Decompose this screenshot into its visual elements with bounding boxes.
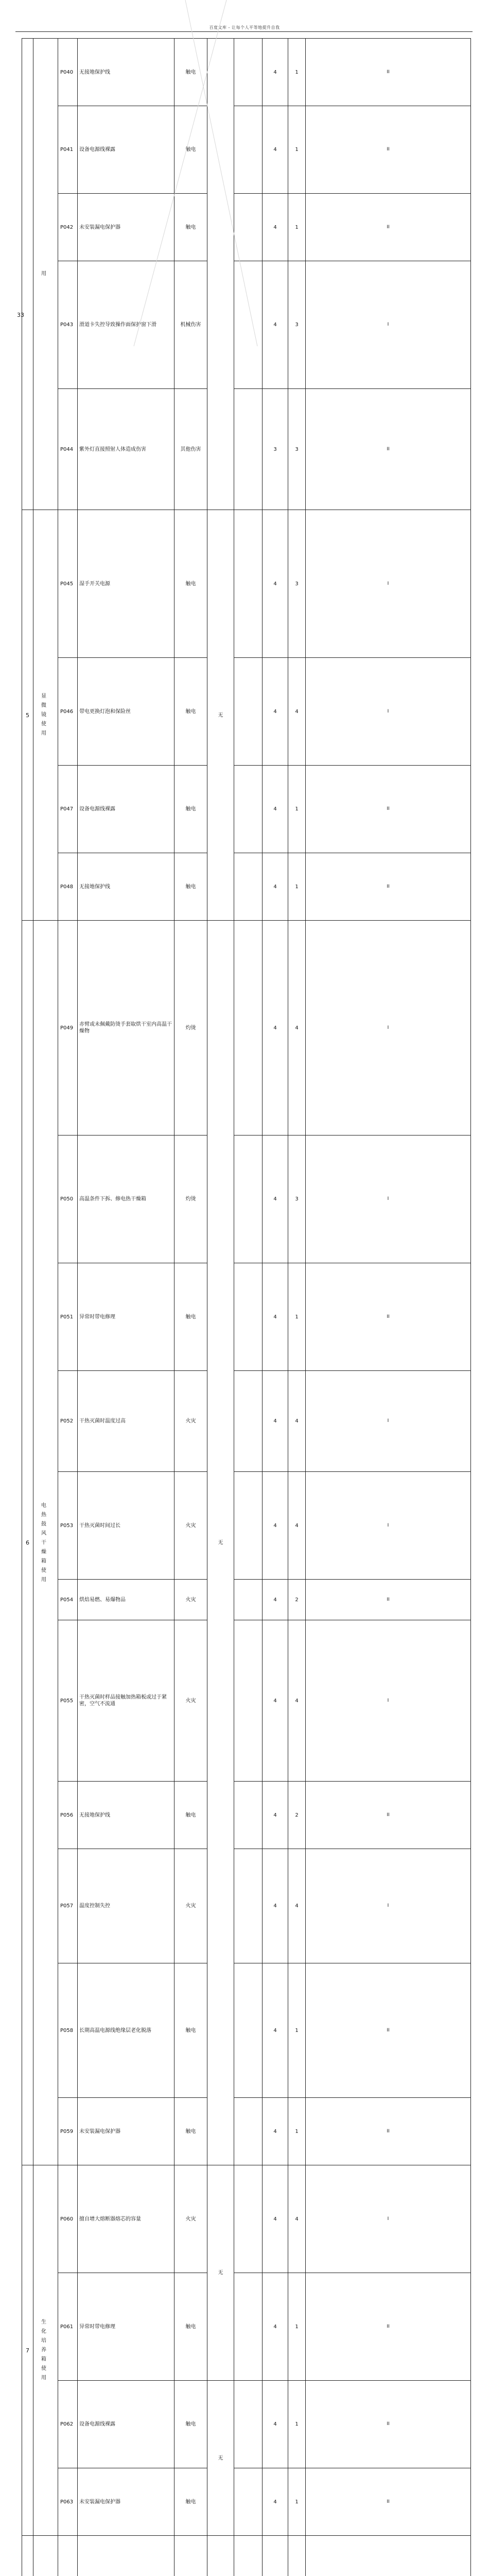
hazard-description-cell: 赤臂或未佩戴防烫手套取烘干室内高温干燥物 — [78, 921, 174, 1136]
risk-level-cell: II — [306, 2098, 471, 2165]
risk-level-cell: I — [306, 658, 471, 766]
accident-category-cell: 触电 — [174, 194, 207, 261]
group-index-cell: 5 — [22, 510, 33, 921]
hazard-code-cell: P042 — [58, 194, 78, 261]
hazard-description-cell: 滑道卡失控导致操作面保护窗下滑 — [78, 261, 174, 389]
table-row — [22, 1472, 471, 1580]
accident-category-cell: 火灾 — [174, 2165, 207, 2273]
risk-level-cell: II — [306, 389, 471, 510]
risk-level-cell: II — [306, 2381, 471, 2468]
severity-cell: 4 — [288, 1620, 306, 1782]
likelihood-cell: 4 — [263, 921, 288, 1136]
risk-level-cell: II — [306, 2273, 471, 2381]
hazard-code-cell: P040 — [58, 39, 78, 106]
spacer-cell — [234, 1371, 263, 1472]
accident-category-cell: 触电 — [174, 2381, 207, 2468]
hazard-code-cell: P045 — [58, 510, 78, 658]
likelihood-cell: 4 — [263, 766, 288, 853]
hazard-description-cell: 设备电源线裸露 — [78, 106, 174, 194]
spacer-cell — [234, 921, 263, 1136]
risk-level-cell: II — [306, 39, 471, 106]
accident-category-cell: 触电 — [174, 106, 207, 194]
hazard-code-cell: P057 — [58, 1849, 78, 1963]
table-row — [22, 2381, 471, 2468]
likelihood-cell: 4 — [263, 2165, 288, 2273]
table-row — [22, 2468, 471, 2536]
severity-cell: 1 — [288, 194, 306, 261]
hazard-code-cell: P059 — [58, 2098, 78, 2165]
severity-cell: 1 — [288, 39, 306, 106]
severity-cell: 1 — [288, 2381, 306, 2468]
severity-cell: 1 — [288, 853, 306, 921]
table-row — [22, 1136, 471, 1263]
hazard-code-cell: P044 — [58, 389, 78, 510]
spacer-cell — [234, 1849, 263, 1963]
likelihood-cell: 4 — [263, 658, 288, 766]
risk-level-cell: II — [306, 853, 471, 921]
risk-level-cell: II — [306, 2468, 471, 2536]
likelihood-cell: 4 — [263, 261, 288, 389]
accident-category-cell: 触电 — [174, 1963, 207, 2098]
severity-cell: 3 — [288, 1136, 306, 1263]
risk-level-cell: I — [306, 261, 471, 389]
accident-category-cell: 触电 — [174, 2098, 207, 2165]
severity-cell: 4 — [288, 1849, 306, 1963]
spacer-cell — [234, 106, 263, 194]
hazard-code-cell: P043 — [58, 261, 78, 389]
table-row — [22, 1263, 471, 1371]
severity-cell: 1 — [288, 2098, 306, 2165]
header-rule — [15, 31, 473, 32]
table-row — [22, 389, 471, 510]
group-name-cell — [33, 2536, 58, 2576]
severity-cell: 1 — [288, 106, 306, 194]
control-cell: 无 — [207, 510, 234, 921]
hazard-code-cell: P049 — [58, 921, 78, 1136]
accident-category-cell: 触电 — [174, 2273, 207, 2381]
accident-category-cell: 火灾 — [174, 1472, 207, 1580]
severity-cell: 4 — [288, 1472, 306, 1580]
accident-category-cell: 灼烫 — [174, 1136, 207, 1263]
hazard-description-cell: 异常时带电修理 — [78, 1263, 174, 1371]
hazard-code-cell: P047 — [58, 766, 78, 853]
risk-level-cell: II — [306, 1580, 471, 1620]
table-row — [22, 2165, 471, 2273]
accident-category-cell: 触电 — [174, 39, 207, 106]
table-row — [22, 658, 471, 766]
table-row — [22, 1849, 471, 1963]
spacer-cell — [234, 194, 263, 261]
group-index-cell: 6 — [22, 921, 33, 2165]
control-cell: 无 — [207, 2165, 234, 2381]
spacer-cell — [234, 2273, 263, 2381]
severity-cell: 1 — [288, 1963, 306, 2098]
group-name-cell: 生化培养箱使用 — [33, 2165, 58, 2536]
hazard-description-cell — [78, 2536, 174, 2576]
risk-level-cell: I — [306, 1849, 471, 1963]
accident-category-cell: 触电 — [174, 1263, 207, 1371]
risk-level-cell: I — [306, 510, 471, 658]
risk-level-cell: II — [306, 1963, 471, 2098]
spacer-cell — [234, 510, 263, 658]
spacer-cell — [234, 2468, 263, 2536]
likelihood-cell: 4 — [263, 106, 288, 194]
table-row — [22, 853, 471, 921]
risk-level-cell: II — [306, 766, 471, 853]
hazard-code-cell: P041 — [58, 106, 78, 194]
hazard-description-cell: 长期高温电源线绝缘层老化脱落 — [78, 1963, 174, 2098]
accident-category-cell: 触电 — [174, 1782, 207, 1849]
hazard-description-cell: 未安装漏电保护器 — [78, 194, 174, 261]
likelihood-cell: 3 — [263, 389, 288, 510]
hazard-code-cell: P053 — [58, 1472, 78, 1580]
likelihood-cell: 4 — [263, 1782, 288, 1849]
hazard-description-cell: 干热灭菌时间过长 — [78, 1472, 174, 1580]
control-cell: 无 — [207, 921, 234, 2165]
spacer-cell — [234, 1580, 263, 1620]
group-index-cell — [22, 2536, 33, 2576]
hazard-description-cell: 设备电源线裸露 — [78, 2381, 174, 2468]
table-row — [22, 1620, 471, 1782]
accident-category-cell: 触电 — [174, 766, 207, 853]
severity-cell: 2 — [288, 1580, 306, 1620]
severity-cell: 4 — [288, 1371, 306, 1472]
control-cell — [207, 2536, 234, 2576]
table-row — [22, 39, 471, 106]
likelihood-cell — [263, 2536, 288, 2576]
group-index-cell — [22, 39, 33, 510]
table-row — [22, 2098, 471, 2165]
accident-category-cell: 火灾 — [174, 1371, 207, 1472]
accident-category-cell — [174, 2536, 207, 2576]
spacer-cell — [234, 261, 263, 389]
spacer-cell — [234, 1620, 263, 1782]
spacer-cell — [234, 389, 263, 510]
spacer-cell — [234, 2381, 263, 2468]
hazard-code-cell: P052 — [58, 1371, 78, 1472]
spacer-cell — [234, 658, 263, 766]
likelihood-cell: 4 — [263, 1580, 288, 1620]
likelihood-cell: 4 — [263, 1371, 288, 1472]
severity-cell: 1 — [288, 766, 306, 853]
likelihood-cell: 4 — [263, 1963, 288, 2098]
risk-level-cell: I — [306, 1472, 471, 1580]
group-name-cell: 电热鼓风干燥箱使用 — [33, 921, 58, 2165]
likelihood-cell: 4 — [263, 1263, 288, 1371]
hazard-code-cell: P062 — [58, 2381, 78, 2468]
hazard-description-cell: 干热灭菌时样品接触加热箱板或过于紧密，空气不流通 — [78, 1620, 174, 1782]
severity-cell: 3 — [288, 261, 306, 389]
hazard-description-cell: 无接地保护线 — [78, 1782, 174, 1849]
likelihood-cell: 4 — [263, 1472, 288, 1580]
severity-cell: 3 — [288, 510, 306, 658]
table-row — [22, 1963, 471, 2098]
spacer-cell — [234, 2165, 263, 2273]
control-cell — [207, 39, 234, 510]
hazard-code-cell: P050 — [58, 1136, 78, 1263]
spacer-cell — [234, 1472, 263, 1580]
risk-table — [22, 38, 471, 2576]
risk-level-cell: II — [306, 1782, 471, 1849]
likelihood-cell: 4 — [263, 1620, 288, 1782]
spacer-cell — [234, 2536, 263, 2576]
hazard-description-cell: 干热灭菌时温度过高 — [78, 1371, 174, 1472]
accident-category-cell: 触电 — [174, 510, 207, 658]
hazard-code-cell: P046 — [58, 658, 78, 766]
spacer-cell — [234, 39, 263, 106]
table-row — [22, 194, 471, 261]
hazard-description-cell: 未安装漏电保护器 — [78, 2468, 174, 2536]
likelihood-cell: 4 — [263, 1136, 288, 1263]
hazard-description-cell: 带电更换灯泡和保险丝 — [78, 658, 174, 766]
hazard-code-cell: P055 — [58, 1620, 78, 1782]
likelihood-cell: 4 — [263, 194, 288, 261]
spacer-cell — [234, 2098, 263, 2165]
accident-category-cell: 其他伤害 — [174, 389, 207, 510]
accident-category-cell: 火灾 — [174, 1849, 207, 1963]
accident-category-cell: 触电 — [174, 658, 207, 766]
hazard-code-cell: P054 — [58, 1580, 78, 1620]
severity-cell: 2 — [288, 1782, 306, 1849]
hazard-description-cell: 无接地保护线 — [78, 853, 174, 921]
hazard-description-cell: 高温条件下拆、修电热干燥箱 — [78, 1136, 174, 1263]
table-row — [22, 510, 471, 658]
group-name-cell: 用 — [33, 39, 58, 510]
likelihood-cell: 4 — [263, 2273, 288, 2381]
likelihood-cell: 4 — [263, 2098, 288, 2165]
table-row — [22, 261, 471, 389]
table-row — [22, 1782, 471, 1849]
risk-level-cell: I — [306, 1371, 471, 1472]
table-row — [22, 106, 471, 194]
risk-level-cell: I — [306, 1136, 471, 1263]
hazard-code-cell: P048 — [58, 853, 78, 921]
likelihood-cell: 4 — [263, 853, 288, 921]
spacer-cell — [234, 1136, 263, 1263]
likelihood-cell: 4 — [263, 2468, 288, 2536]
control-cell: 无 — [207, 2381, 234, 2536]
hazard-code-cell: P056 — [58, 1782, 78, 1849]
hazard-description-cell: 擅自增大熔断器熔芯的容量 — [78, 2165, 174, 2273]
table-row — [22, 921, 471, 1136]
severity-cell: 3 — [288, 389, 306, 510]
risk-level-cell: II — [306, 194, 471, 261]
risk-level-cell: I — [306, 2165, 471, 2273]
risk-level-cell: II — [306, 106, 471, 194]
hazard-code-cell: P051 — [58, 1263, 78, 1371]
severity-cell: 1 — [288, 2273, 306, 2381]
table-row — [22, 766, 471, 853]
hazard-code-cell — [58, 2536, 78, 2576]
hazard-description-cell: 无接地保护线 — [78, 39, 174, 106]
spacer-cell — [234, 1963, 263, 2098]
accident-category-cell: 火灾 — [174, 1620, 207, 1782]
accident-category-cell: 灼烫 — [174, 921, 207, 1136]
table-row — [22, 2273, 471, 2381]
risk-level-cell: I — [306, 921, 471, 1136]
risk-level-cell: II — [306, 1263, 471, 1371]
severity-cell — [288, 2536, 306, 2576]
likelihood-cell: 4 — [263, 39, 288, 106]
severity-cell: 1 — [288, 2468, 306, 2536]
hazard-description-cell: 异常时带电修理 — [78, 2273, 174, 2381]
hazard-description-cell: 温度控制失控 — [78, 1849, 174, 1963]
hazard-code-cell: P060 — [58, 2165, 78, 2273]
page-number: 33 — [17, 312, 24, 318]
spacer-cell — [234, 766, 263, 853]
severity-cell: 4 — [288, 921, 306, 1136]
severity-cell: 4 — [288, 2165, 306, 2273]
table-row — [22, 1580, 471, 1620]
likelihood-cell: 4 — [263, 2381, 288, 2468]
hazard-description-cell: 设备电源线裸露 — [78, 766, 174, 853]
likelihood-cell: 4 — [263, 510, 288, 658]
accident-category-cell: 火灾 — [174, 1580, 207, 1620]
spacer-cell — [234, 853, 263, 921]
hazard-code-cell: P061 — [58, 2273, 78, 2381]
spacer-cell — [234, 1782, 263, 1849]
severity-cell: 4 — [288, 658, 306, 766]
group-name-cell: 显微镜使用 — [33, 510, 58, 921]
page-header: 百度文库 - 让每个人平等地提升自我 — [0, 25, 489, 30]
accident-category-cell: 机械伤害 — [174, 261, 207, 389]
hazard-description-cell: 未安装漏电保护器 — [78, 2098, 174, 2165]
spacer-cell — [234, 1263, 263, 1371]
table-row — [22, 2536, 471, 2576]
risk-level-cell: I — [306, 1620, 471, 1782]
group-index-cell: 7 — [22, 2165, 33, 2536]
hazard-description-cell: 紫外灯直接照射人体造成伤害 — [78, 389, 174, 510]
hazard-description-cell: 烘焙易燃、易爆物品 — [78, 1580, 174, 1620]
table-row — [22, 1371, 471, 1472]
accident-category-cell: 触电 — [174, 2468, 207, 2536]
hazard-code-cell: P058 — [58, 1963, 78, 2098]
likelihood-cell: 4 — [263, 1849, 288, 1963]
risk-level-cell — [306, 2536, 471, 2576]
accident-category-cell: 触电 — [174, 853, 207, 921]
hazard-code-cell: P063 — [58, 2468, 78, 2536]
hazard-description-cell: 湿手开关电源 — [78, 510, 174, 658]
severity-cell: 1 — [288, 1263, 306, 1371]
